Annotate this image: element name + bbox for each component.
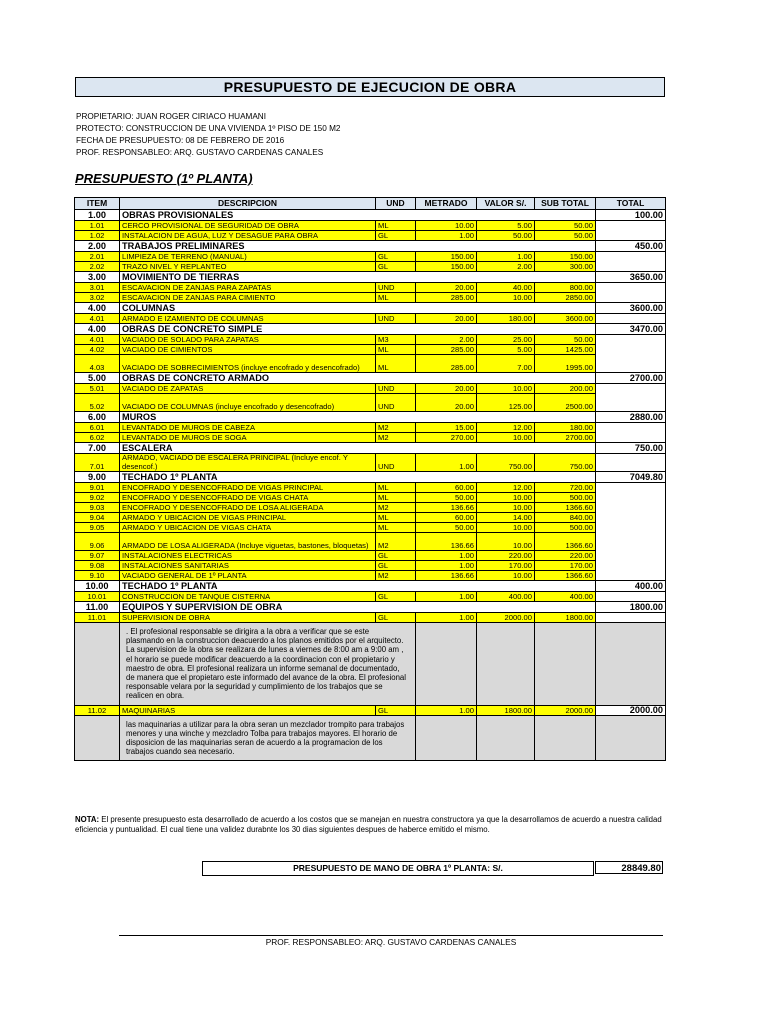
table-row bbox=[75, 493, 666, 503]
row-description: VACIADO DE COLUMNAS (incluye encofrado y desencofrado) bbox=[120, 394, 376, 412]
row-item-number: 4.02 bbox=[75, 345, 120, 355]
group-title: TECHADO 1º PLANTA bbox=[120, 581, 596, 592]
group-item-number: 2.00 bbox=[75, 241, 120, 252]
row-quantity: 60.00 bbox=[416, 483, 477, 493]
row-subtotal: 500.00 bbox=[535, 493, 596, 503]
row-note-text: . El profesional responsable se dirigira a la obra a verificar que se este plasmando en la construccion deacuerdo a los planos emitidos por el arquitecto. La supervision de la obra se realizara de lunes a viernes de 8:00 am a 9:00 am , el horario se puede modificar deacuerdo a la coordinacion con el propietario y maestro de obra. El profesional realizara un informe semanal de documentado, de manera que el propietaro este informado del avance de la obra. El profesional responsable velara por la seguridad y cumplimiento de los trabajos que se realicen en obra. bbox=[120, 623, 416, 706]
row-quantity: 150.00 bbox=[416, 252, 477, 262]
row-description: SUPERVISION DE OBRA bbox=[120, 613, 376, 623]
row-unit-value: 125.00 bbox=[477, 394, 535, 412]
row-subtotal: 750.00 bbox=[535, 454, 596, 472]
row-unit: M2 bbox=[376, 533, 416, 551]
row-description: LEVANTADO DE MUROS DE CABEZA bbox=[120, 423, 376, 433]
row-quantity: 270.00 bbox=[416, 433, 477, 443]
project-info bbox=[76, 111, 340, 159]
row-description: ESCAVACION DE ZANJAS PARA ZAPATAS bbox=[120, 283, 376, 293]
row-quantity: 20.00 bbox=[416, 283, 477, 293]
row-description: VACIADO DE SOLADO PARA ZAPATAS bbox=[120, 335, 376, 345]
summary-label: PRESUPUESTO DE MANO DE OBRA 1º PLANTA: S/. bbox=[202, 861, 594, 876]
row-unit-value: 10.00 bbox=[477, 433, 535, 443]
row-subtotal: 2000.00 bbox=[535, 705, 596, 715]
table-row bbox=[75, 483, 666, 493]
row-quantity: 20.00 bbox=[416, 314, 477, 324]
row-total-empty bbox=[596, 221, 666, 231]
row-unit-value: 12.00 bbox=[477, 483, 535, 493]
row-total-empty bbox=[596, 483, 666, 493]
group-title: COLUMNAS bbox=[120, 303, 596, 314]
note-sub-empty bbox=[535, 715, 596, 761]
row-description: ARMADO Y UBICACION DE VIGAS PRINCIPAL bbox=[120, 513, 376, 523]
row-item-number: 11.01 bbox=[75, 613, 120, 623]
col-header-quantity: METRADO bbox=[416, 198, 477, 210]
row-unit-value: 12.00 bbox=[477, 423, 535, 433]
note-label: NOTA: bbox=[75, 815, 100, 824]
responsible-line: PROF. RESPONSABLEO: ARQ. GUSTAVO CARDENAS CANALES bbox=[76, 148, 324, 157]
note-total-empty bbox=[596, 715, 666, 761]
row-description: CERCO PROVISIONAL DE SEGURIDAD DE OBRA bbox=[120, 221, 376, 231]
group-total: 7049.80 bbox=[596, 472, 666, 483]
group-header-row bbox=[75, 581, 666, 592]
row-total-empty bbox=[596, 513, 666, 523]
group-header-row bbox=[75, 373, 666, 384]
table-row bbox=[75, 423, 666, 433]
row-item-number: 9.03 bbox=[75, 503, 120, 513]
row-description: ARMADO DE LOSA ALIGERADA (Incluye viguetas, bastones, bloquetas) bbox=[120, 533, 376, 551]
row-quantity: 1.00 bbox=[416, 231, 477, 241]
row-unit-value: 1.00 bbox=[477, 252, 535, 262]
table-row bbox=[75, 355, 666, 373]
row-item-number: 2.02 bbox=[75, 262, 120, 272]
row-subtotal: 2850.00 bbox=[535, 293, 596, 303]
row-total-empty bbox=[596, 262, 666, 272]
group-total: 3470.00 bbox=[596, 324, 666, 335]
table-row bbox=[75, 513, 666, 523]
row-subtotal: 800.00 bbox=[535, 283, 596, 293]
row-total-empty bbox=[596, 394, 666, 412]
row-description: TRAZO NIVEL Y REPLANTEO bbox=[120, 262, 376, 272]
group-header-row bbox=[75, 602, 666, 613]
row-unit-value: 10.00 bbox=[477, 493, 535, 503]
date-line: FECHA DE PRESUPUESTO: 08 DE FEBRERO DE 2016 bbox=[76, 136, 285, 145]
row-quantity: 15.00 bbox=[416, 423, 477, 433]
group-item-number: 3.00 bbox=[75, 272, 120, 283]
col-header-item: ITEM bbox=[75, 198, 120, 210]
table-row bbox=[75, 523, 666, 533]
group-title: OBRAS DE CONCRETO SIMPLE bbox=[120, 324, 596, 335]
group-header-row bbox=[75, 272, 666, 283]
row-quantity: 136.66 bbox=[416, 571, 477, 581]
row-quantity: 136.66 bbox=[416, 533, 477, 551]
row-total-empty bbox=[596, 283, 666, 293]
row-subtotal: 200.00 bbox=[535, 384, 596, 394]
row-unit: ML bbox=[376, 345, 416, 355]
row-quantity: 1.00 bbox=[416, 454, 477, 472]
table-row bbox=[75, 533, 666, 551]
table-row bbox=[75, 345, 666, 355]
row-total-empty bbox=[596, 423, 666, 433]
note-item-empty bbox=[75, 715, 120, 761]
row-unit: M2 bbox=[376, 433, 416, 443]
table-row bbox=[75, 384, 666, 394]
group-title: OBRAS PROVISIONALES bbox=[120, 210, 596, 221]
row-item-number: 9.07 bbox=[75, 551, 120, 561]
row-subtotal: 180.00 bbox=[535, 423, 596, 433]
table-row bbox=[75, 293, 666, 303]
row-quantity: 20.00 bbox=[416, 394, 477, 412]
row-description: MAQUINARIAS bbox=[120, 705, 376, 715]
note-item-empty bbox=[75, 623, 120, 706]
row-description: ENCOFRADO Y DESENCOFRADO DE VIGAS CHATA bbox=[120, 493, 376, 503]
row-total-empty bbox=[596, 335, 666, 345]
row-unit: M3 bbox=[376, 335, 416, 345]
group-item-number: 4.00 bbox=[75, 324, 120, 335]
row-total-empty bbox=[596, 533, 666, 551]
row-quantity: 10.00 bbox=[416, 221, 477, 231]
group-total: 450.00 bbox=[596, 241, 666, 252]
row-unit-value: 400.00 bbox=[477, 592, 535, 602]
table-row bbox=[75, 221, 666, 231]
row-total-empty bbox=[596, 523, 666, 533]
row-item-number: 5.02 bbox=[75, 394, 120, 412]
row-total-empty bbox=[596, 314, 666, 324]
document-title: PRESUPUESTO DE EJECUCION DE OBRA bbox=[75, 77, 665, 97]
budget-body bbox=[75, 210, 666, 761]
row-description: LIMPIEZA DE TERRENO (MANUAL) bbox=[120, 252, 376, 262]
group-item-number: 1.00 bbox=[75, 210, 120, 221]
row-unit-value: 10.00 bbox=[477, 503, 535, 513]
row-subtotal: 720.00 bbox=[535, 483, 596, 493]
col-header-total: TOTAL bbox=[596, 198, 666, 210]
summary-total bbox=[202, 861, 663, 874]
row-unit: ML bbox=[376, 221, 416, 231]
row-item-number: 4.03 bbox=[75, 355, 120, 373]
row-unit: UND bbox=[376, 283, 416, 293]
row-item-number: 4.01 bbox=[75, 335, 120, 345]
table-row bbox=[75, 551, 666, 561]
table-row bbox=[75, 314, 666, 324]
row-unit-value: 25.00 bbox=[477, 335, 535, 345]
group-total: 2700.00 bbox=[596, 373, 666, 384]
row-item-number: 1.01 bbox=[75, 221, 120, 231]
note-valor-empty bbox=[477, 623, 535, 706]
owner-line: PROPIETARIO: JUAN ROGER CIRIACO HUAMANI bbox=[76, 112, 266, 121]
row-unit-value: 10.00 bbox=[477, 571, 535, 581]
row-unit: ML bbox=[376, 483, 416, 493]
row-item-number: 1.02 bbox=[75, 231, 120, 241]
group-item-number: 7.00 bbox=[75, 443, 120, 454]
col-header-subtotal: SUB TOTAL bbox=[535, 198, 596, 210]
row-unit-value: 2000.00 bbox=[477, 613, 535, 623]
group-header-row bbox=[75, 210, 666, 221]
group-header-row bbox=[75, 443, 666, 454]
group-header-row bbox=[75, 241, 666, 252]
row-subtotal: 150.00 bbox=[535, 252, 596, 262]
group-title: TRABAJOS PRELIMINARES bbox=[120, 241, 596, 252]
footer-responsible: PROF. RESPONSABLEO: ARQ. GUSTAVO CARDENAS CANALES bbox=[265, 937, 517, 947]
row-unit-value: 10.00 bbox=[477, 523, 535, 533]
group-title: MUROS bbox=[120, 412, 596, 423]
row-description: ESCAVACION DE ZANJAS PARA CIMIENTO bbox=[120, 293, 376, 303]
row-total-empty bbox=[596, 561, 666, 571]
row-total-empty bbox=[596, 345, 666, 355]
row-quantity: 1.00 bbox=[416, 561, 477, 571]
row-subtotal: 2500.00 bbox=[535, 394, 596, 412]
note-row bbox=[75, 715, 666, 761]
row-item-number: 9.02 bbox=[75, 493, 120, 503]
row-subtotal: 300.00 bbox=[535, 262, 596, 272]
row-item-number: 4.01 bbox=[75, 314, 120, 324]
table-row bbox=[75, 231, 666, 241]
row-unit: ML bbox=[376, 493, 416, 503]
row-quantity: 1.00 bbox=[416, 551, 477, 561]
row-subtotal: 1366.60 bbox=[535, 503, 596, 513]
row-item-number: 7.01 bbox=[75, 454, 120, 472]
row-unit: ML bbox=[376, 523, 416, 533]
group-title: OBRAS DE CONCRETO ARMADO bbox=[120, 373, 596, 384]
group-title: TECHADO 1º PLANTA bbox=[120, 472, 596, 483]
row-description: VACIADO DE SOBRECIMIENTOS (incluye encofrado y desencofrado) bbox=[120, 355, 376, 373]
row-subtotal: 1800.00 bbox=[535, 613, 596, 623]
row-quantity: 50.00 bbox=[416, 493, 477, 503]
row-unit-value: 10.00 bbox=[477, 293, 535, 303]
row-unit-value: 14.00 bbox=[477, 513, 535, 523]
group-item-number: 11.00 bbox=[75, 602, 120, 613]
row-unit: GL bbox=[376, 613, 416, 623]
row-subtotal: 1995.00 bbox=[535, 355, 596, 373]
row-item-number: 6.02 bbox=[75, 433, 120, 443]
row-unit: GL bbox=[376, 252, 416, 262]
summary-value: 28849.80 bbox=[595, 861, 663, 874]
note-valor-empty bbox=[477, 715, 535, 761]
group-header-row bbox=[75, 472, 666, 483]
note-total-empty bbox=[596, 623, 666, 706]
row-subtotal: 50.00 bbox=[535, 335, 596, 345]
row-total-empty bbox=[596, 551, 666, 561]
row-unit-value: 180.00 bbox=[477, 314, 535, 324]
row-item-number: 9.05 bbox=[75, 523, 120, 533]
row-subtotal: 1425.00 bbox=[535, 345, 596, 355]
group-item-number: 10.00 bbox=[75, 581, 120, 592]
col-header-unit-value: VALOR S/. bbox=[477, 198, 535, 210]
group-total: 2880.00 bbox=[596, 412, 666, 423]
row-quantity: 136.66 bbox=[416, 503, 477, 513]
row-subtotal: 2700.00 bbox=[535, 433, 596, 443]
group-item-number: 6.00 bbox=[75, 412, 120, 423]
note-metrado-empty bbox=[416, 715, 477, 761]
table-row bbox=[75, 262, 666, 272]
row-total-empty bbox=[596, 493, 666, 503]
row-unit-value: 750.00 bbox=[477, 454, 535, 472]
group-item-number: 9.00 bbox=[75, 472, 120, 483]
group-header-row bbox=[75, 303, 666, 314]
row-subtotal: 220.00 bbox=[535, 551, 596, 561]
row-description: INSTALACION DE AGUA, LUZ Y DESAGUE PARA OBRA bbox=[120, 231, 376, 241]
row-unit: UND bbox=[376, 384, 416, 394]
row-quantity: 60.00 bbox=[416, 513, 477, 523]
group-header-row bbox=[75, 324, 666, 335]
row-quantity: 1.00 bbox=[416, 613, 477, 623]
row-unit: UND bbox=[376, 394, 416, 412]
row-subtotal: 1366.60 bbox=[535, 533, 596, 551]
group-total: 100.00 bbox=[596, 210, 666, 221]
row-unit: M2 bbox=[376, 503, 416, 513]
row-item-number: 3.01 bbox=[75, 283, 120, 293]
row-total-empty bbox=[596, 571, 666, 581]
row-subtotal: 1366.60 bbox=[535, 571, 596, 581]
row-unit: M2 bbox=[376, 571, 416, 581]
col-header-description: DESCRIPCION bbox=[120, 198, 376, 210]
row-item-number: 5.01 bbox=[75, 384, 120, 394]
row-item-number: 9.01 bbox=[75, 483, 120, 493]
budget-table bbox=[74, 197, 666, 761]
row-unit-value: 5.00 bbox=[477, 221, 535, 231]
table-row bbox=[75, 592, 666, 602]
row-subtotal: 3600.00 bbox=[535, 314, 596, 324]
row-unit-value: 170.00 bbox=[477, 561, 535, 571]
row-description: ARMADO E IZAMIENTO DE COLUMNAS bbox=[120, 314, 376, 324]
col-header-unit: UND bbox=[376, 198, 416, 210]
row-subtotal: 840.00 bbox=[535, 513, 596, 523]
table-row bbox=[75, 433, 666, 443]
row-quantity: 1.00 bbox=[416, 592, 477, 602]
row-quantity: 20.00 bbox=[416, 384, 477, 394]
row-quantity: 285.00 bbox=[416, 293, 477, 303]
row-item-number: 2.01 bbox=[75, 252, 120, 262]
row-unit: UND bbox=[376, 454, 416, 472]
table-row bbox=[75, 454, 666, 472]
row-unit-value: 50.00 bbox=[477, 231, 535, 241]
table-row bbox=[75, 503, 666, 513]
row-unit: ML bbox=[376, 293, 416, 303]
row-unit-value: 5.00 bbox=[477, 345, 535, 355]
row-quantity: 285.00 bbox=[416, 345, 477, 355]
row-quantity: 50.00 bbox=[416, 523, 477, 533]
row-description: INSTALACIONES ELECTRICAS bbox=[120, 551, 376, 561]
row-description: CONSTRUCCION DE TANQUE CISTERNA bbox=[120, 592, 376, 602]
row-unit-value: 40.00 bbox=[477, 283, 535, 293]
table-header-row bbox=[75, 198, 666, 210]
row-subtotal: 50.00 bbox=[535, 221, 596, 231]
table-row bbox=[75, 561, 666, 571]
row-note-text: las maquinarias a utilizar para la obra seran un mezclador trompito para trabajos menores y una winche y mezcladro Tolba para trabajos mayores. El horario de disposicion de las maquinarias seran de acuerdo a la programacion de los trabajos cuando sea necesario. bbox=[120, 715, 416, 761]
table-row bbox=[75, 252, 666, 262]
row-unit: ML bbox=[376, 355, 416, 373]
group-total: 1800.00 bbox=[596, 602, 666, 613]
row-description: ARMADO Y UBICACION DE VIGAS CHATA bbox=[120, 523, 376, 533]
row-total-empty bbox=[596, 503, 666, 513]
row-subtotal: 500.00 bbox=[535, 523, 596, 533]
row-description: ARMADO, VACIADO DE ESCALERA PRINCIPAL (Incluye encof. Y desencof.) bbox=[120, 454, 376, 472]
note-metrado-empty bbox=[416, 623, 477, 706]
table-row bbox=[75, 705, 666, 715]
row-total-empty bbox=[596, 355, 666, 373]
table-row bbox=[75, 335, 666, 345]
note-text: El presente presupuesto esta desarrollado de acuerdo a los costos que se manejan en nuestra constructora ya que la desarrollamos de acuerdo a nuestra calidad eficiencia y puntualidad. El cual tiene una validez durabnte los 30 dias siguientes despues de haberce emitido el mismo. bbox=[75, 815, 662, 834]
row-total-empty bbox=[596, 231, 666, 241]
group-total: 400.00 bbox=[596, 581, 666, 592]
table-row bbox=[75, 571, 666, 581]
row-unit: GL bbox=[376, 262, 416, 272]
row-item-number: 9.08 bbox=[75, 561, 120, 571]
row-description: ENCOFRADO Y DESENCOFRADO DE VIGAS PRINCIPAL bbox=[120, 483, 376, 493]
row-unit-value: 2.00 bbox=[477, 262, 535, 272]
row-subtotal: 50.00 bbox=[535, 231, 596, 241]
group-title: EQUIPOS Y SUPERVISION DE OBRA bbox=[120, 602, 596, 613]
row-description: LEVANTADO DE MUROS DE SOGA bbox=[120, 433, 376, 443]
group-total: 750.00 bbox=[596, 443, 666, 454]
row-quantity: 285.00 bbox=[416, 355, 477, 373]
row-total-empty bbox=[596, 454, 666, 472]
row-unit: GL bbox=[376, 231, 416, 241]
row-subtotal: 400.00 bbox=[535, 592, 596, 602]
section-title: PRESUPUESTO (1º PLANTA) bbox=[75, 171, 253, 186]
row-item-number: 11.02 bbox=[75, 705, 120, 715]
row-quantity: 2.00 bbox=[416, 335, 477, 345]
group-item-number: 4.00 bbox=[75, 303, 120, 314]
group-total: 3600.00 bbox=[596, 303, 666, 314]
row-description: VACIADO DE ZAPATAS bbox=[120, 384, 376, 394]
row-item-number: 10.01 bbox=[75, 592, 120, 602]
group-item-number: 5.00 bbox=[75, 373, 120, 384]
row-total-empty bbox=[596, 384, 666, 394]
row-total: 2000.00 bbox=[596, 705, 666, 715]
row-description: VACIADO GENERAL DE 1º PLANTA bbox=[120, 571, 376, 581]
note-paragraph bbox=[75, 815, 665, 834]
project-line: PROTECTO: CONSTRUCCION DE UNA VIVIENDA 1º PISO DE 150 M2 bbox=[76, 124, 341, 133]
row-total-empty bbox=[596, 252, 666, 262]
row-unit-value: 220.00 bbox=[477, 551, 535, 561]
row-item-number: 3.02 bbox=[75, 293, 120, 303]
row-item-number: 9.04 bbox=[75, 513, 120, 523]
row-quantity: 1.00 bbox=[416, 705, 477, 715]
row-unit: GL bbox=[376, 592, 416, 602]
group-total: 3650.00 bbox=[596, 272, 666, 283]
row-unit: ML bbox=[376, 513, 416, 523]
group-header-row bbox=[75, 412, 666, 423]
group-title: MOVIMIENTO DE TIERRAS bbox=[120, 272, 596, 283]
row-unit-value: 7.00 bbox=[477, 355, 535, 373]
row-quantity: 150.00 bbox=[416, 262, 477, 272]
note-row bbox=[75, 623, 666, 706]
table-row bbox=[75, 283, 666, 293]
signature-line bbox=[119, 935, 663, 936]
row-unit-value: 10.00 bbox=[477, 533, 535, 551]
group-title: ESCALERA bbox=[120, 443, 596, 454]
row-unit: M2 bbox=[376, 423, 416, 433]
row-unit-value: 10.00 bbox=[477, 384, 535, 394]
row-total-empty bbox=[596, 613, 666, 623]
row-description: ENCOFRADO Y DESENCOFRADO DE LOSA ALIGERADA bbox=[120, 503, 376, 513]
row-description: VACIADO DE CIMIENTOS bbox=[120, 345, 376, 355]
row-item-number: 6.01 bbox=[75, 423, 120, 433]
row-unit: UND bbox=[376, 314, 416, 324]
row-subtotal: 170.00 bbox=[535, 561, 596, 571]
table-row bbox=[75, 613, 666, 623]
row-item-number: 9.06 bbox=[75, 533, 120, 551]
row-item-number: 9.10 bbox=[75, 571, 120, 581]
row-unit: GL bbox=[376, 705, 416, 715]
row-total-empty bbox=[596, 293, 666, 303]
row-unit: GL bbox=[376, 561, 416, 571]
table-row bbox=[75, 394, 666, 412]
row-total-empty bbox=[596, 592, 666, 602]
row-unit: GL bbox=[376, 551, 416, 561]
row-total-empty bbox=[596, 433, 666, 443]
row-description: INSTALACIONES SANITARIAS bbox=[120, 561, 376, 571]
row-unit-value: 1800.00 bbox=[477, 705, 535, 715]
note-sub-empty bbox=[535, 623, 596, 706]
